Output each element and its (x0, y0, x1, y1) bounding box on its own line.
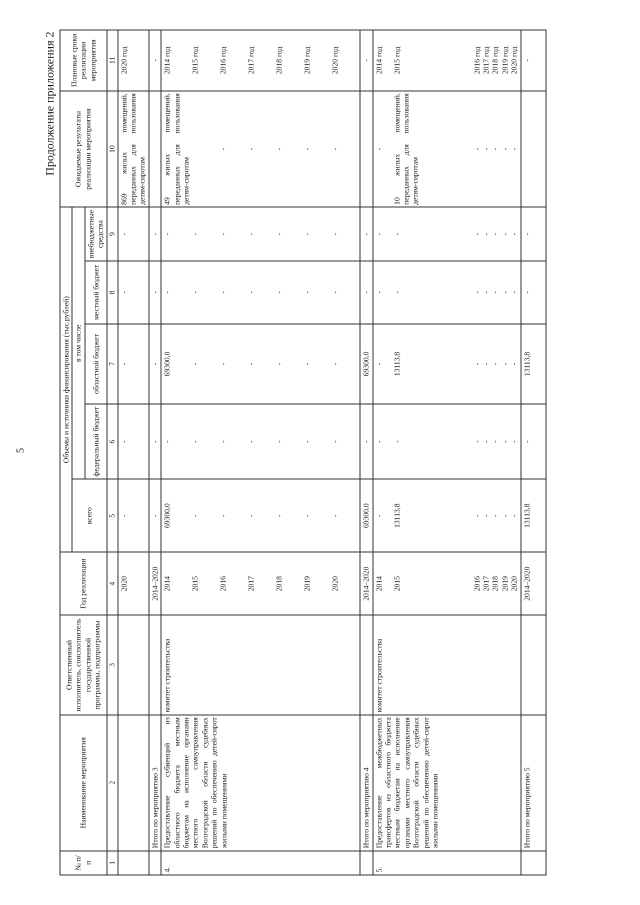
local-value: - (374, 291, 384, 294)
responsible-cell: комитет строительства (161, 615, 360, 715)
extra-cell: - (360, 207, 372, 260)
term-value: 2015 год (392, 46, 402, 75)
table-row (118, 30, 149, 875)
regional-cell (161, 324, 360, 404)
header-incl: в том числе (72, 207, 84, 479)
regional-cell: 13113,8 (521, 324, 546, 404)
local-value: - (500, 291, 510, 294)
extra-cell: - (521, 207, 546, 260)
local-cell (161, 261, 360, 324)
col-number: 10 (107, 91, 118, 208)
regional-cell: 69300,0 (360, 324, 372, 404)
continuation-title: Продолжение приложения 2 (42, 31, 57, 176)
year-value: 2015 (392, 576, 402, 592)
result-value: - (330, 147, 340, 151)
federal-cell (373, 404, 521, 479)
regional-cell (373, 324, 521, 404)
rotated-table-page (28, 28, 613, 878)
regional-value: 13113,8 (392, 351, 402, 377)
term-value: 2015 год (190, 46, 200, 75)
header-total: всего (72, 479, 106, 552)
regional-cell: - (149, 324, 161, 404)
total-value: - (302, 514, 312, 517)
regional-value: - (218, 362, 228, 366)
extra-cell (161, 207, 360, 260)
local-cell: - (521, 261, 546, 324)
extra-value: - (374, 232, 384, 236)
term-value: 2014 год (162, 46, 172, 75)
local-value: - (162, 291, 172, 294)
year-value: 2019 (500, 576, 510, 592)
federal-value: - (392, 440, 402, 443)
year-value: 2015 (190, 576, 200, 592)
result-value: - (218, 147, 228, 151)
federal-value: - (374, 440, 384, 443)
page-number: 5 (15, 448, 27, 453)
table-row (373, 30, 521, 875)
header-local: местный бюджет (85, 261, 107, 324)
term-cell (161, 30, 360, 91)
local-cell (373, 261, 521, 324)
extra-value: - (392, 232, 402, 236)
table-row (521, 30, 546, 875)
total-value: - (472, 514, 482, 517)
year-value: 2020 (509, 576, 519, 592)
header-terms: Плановые сроки реализации мероприятия (60, 30, 107, 91)
header-volumes: Объемы и источники финансирования (тыс.рублей) (60, 207, 72, 552)
local-value: - (302, 291, 312, 294)
result-cell (360, 91, 372, 208)
local-cell: - (118, 261, 149, 324)
extra-cell (373, 207, 521, 260)
local-value: - (490, 291, 500, 294)
regional-value: - (509, 362, 519, 366)
term-cell: - (521, 30, 546, 91)
federal-value: - (490, 440, 500, 443)
extra-value: - (274, 232, 284, 236)
result-value: - (246, 147, 256, 151)
federal-cell: - (521, 404, 546, 479)
total-row-label: Итого по мероприятию 3 (149, 715, 161, 851)
local-value: - (330, 291, 340, 294)
result-value: - (481, 147, 491, 151)
measure-name: Предоставление субвенций из областного бюджета местным бюджетам на исполнение органами местного самоуправления Волгоградской области судебных решений по обеспечению детей-сирот жилыми помещениями (161, 715, 360, 851)
year-cell: 2014–2020 (360, 552, 372, 615)
col-number: 2 (107, 715, 118, 851)
col-number: 5 (107, 479, 118, 552)
responsible-cell: комитет строительства (373, 615, 521, 715)
regional-value: - (481, 362, 491, 366)
result-value: 10 жилых помещений, переданных для пользования детям-сиротам (392, 93, 420, 205)
total-cell (373, 479, 521, 552)
col-number: 7 (107, 324, 118, 404)
federal-value: - (500, 440, 510, 443)
extra-value: - (472, 232, 482, 236)
extra-value: - (218, 232, 228, 236)
row-number: 4. (161, 851, 360, 875)
year-value: 2016 (472, 576, 482, 592)
year-cell: 2020 (118, 552, 149, 615)
header-name: Наименование мероприятия (60, 715, 107, 851)
col-number: 4 (107, 552, 118, 615)
federal-value: - (162, 440, 172, 443)
total-value: - (374, 514, 384, 517)
header-no: № п/п (60, 851, 107, 875)
result-value: - (490, 147, 500, 151)
col-number: 9 (107, 207, 118, 260)
local-value: - (472, 291, 482, 294)
regional-value: - (246, 362, 256, 366)
header-year: Год реализации (60, 552, 107, 615)
year-cell: 2014–2020 (521, 552, 546, 615)
col-number: 3 (107, 615, 118, 715)
regional-value: - (302, 362, 312, 366)
table-row (360, 30, 372, 875)
header-federal: федеральный бюджет (85, 404, 107, 479)
federal-cell (161, 404, 360, 479)
col-number: 1 (107, 851, 118, 875)
federal-cell: - (118, 404, 149, 479)
local-value: - (274, 291, 284, 294)
result-cell (373, 91, 521, 208)
federal-value: - (509, 440, 519, 443)
year-value: 2014 (162, 576, 172, 592)
year-value: 2020 (330, 576, 340, 592)
regional-value: - (490, 362, 500, 366)
extra-value: - (330, 232, 340, 236)
local-value: - (218, 291, 228, 294)
total-value: - (190, 514, 200, 517)
federal-value: - (190, 440, 200, 443)
result-value: - (472, 147, 482, 151)
total-cell: 13113,8 (521, 479, 546, 552)
year-value: 2014 (374, 576, 384, 592)
year-cell (161, 552, 360, 615)
regional-value: 69300,0 (162, 351, 172, 377)
regional-cell: - (118, 324, 149, 404)
year-value: 2018 (274, 576, 284, 592)
federal-value: - (274, 440, 284, 443)
col-number: 11 (107, 30, 118, 91)
term-value: 2020 год (330, 46, 340, 75)
total-value: - (218, 514, 228, 517)
local-value: - (246, 291, 256, 294)
total-value: 69300,0 (162, 503, 172, 529)
result-cell (521, 91, 546, 208)
local-cell: - (149, 261, 161, 324)
result-value: - (374, 147, 384, 151)
term-value: 2019 год (302, 46, 312, 75)
year-cell (373, 552, 521, 615)
federal-cell: - (149, 404, 161, 479)
federal-value: - (246, 440, 256, 443)
term-value: 2016 год (472, 46, 482, 75)
header-responsible: Ответственный исполнитель, соисполнитель государственной программы, подпрограммы (60, 615, 107, 715)
year-cell: 2014–2020 (149, 552, 161, 615)
total-value: - (490, 514, 500, 517)
col-number: 8 (107, 261, 118, 324)
term-value: 2017 год (481, 46, 491, 75)
total-row-label: Итого по мероприятию 5 (521, 715, 546, 851)
total-value: - (246, 514, 256, 517)
result-value: 49 жилых помещений, переданных для пользования детям-сиротам (162, 93, 191, 205)
total-value: - (330, 514, 340, 517)
total-value: 13113,8 (392, 503, 402, 528)
regional-value: - (274, 362, 284, 366)
total-cell: - (118, 479, 149, 552)
term-value: 2018 год (490, 46, 500, 75)
federal-value: - (218, 440, 228, 443)
result-value: - (500, 147, 510, 151)
term-cell: - (360, 30, 372, 91)
financing-table (60, 30, 547, 876)
extra-value: - (162, 232, 172, 236)
extra-value: - (490, 232, 500, 236)
regional-value: - (374, 362, 384, 366)
year-value: 2017 (481, 576, 491, 592)
result-value: - (274, 147, 284, 151)
total-cell (161, 479, 360, 552)
federal-cell: - (360, 404, 372, 479)
extra-cell: - (149, 207, 161, 260)
extra-value: - (481, 232, 491, 236)
header-regional: областной бюджет (85, 324, 107, 404)
term-cell (373, 30, 521, 91)
total-value: - (509, 514, 519, 517)
local-value: - (509, 291, 519, 294)
year-value: 2019 (302, 576, 312, 592)
measure-name: Предоставление межбюджетных трансфертов из областного бюджета местным бюджетам на исполнение органами местного самоуправления Волгоградской области судебных решений по обеспечению детей-сирот жилыми помещениями (373, 715, 521, 851)
regional-value: - (472, 362, 482, 366)
regional-value: - (500, 362, 510, 366)
result-cell (149, 91, 161, 208)
local-value: - (392, 291, 402, 294)
table-row (161, 30, 360, 875)
total-value: - (500, 514, 510, 517)
extra-value: - (190, 232, 200, 236)
term-value: 2014 год (374, 46, 384, 75)
extra-value: - (302, 232, 312, 236)
extra-value: - (509, 232, 519, 236)
local-cell: - (360, 261, 372, 324)
federal-value: - (472, 440, 482, 443)
federal-value: - (330, 440, 340, 443)
extra-value: - (246, 232, 256, 236)
col-number: 6 (107, 404, 118, 479)
total-value: - (274, 514, 284, 517)
total-cell: - (149, 479, 161, 552)
extra-cell: - (118, 207, 149, 260)
term-value: 2017 год (246, 46, 256, 75)
term-value: 2016 год (218, 46, 228, 75)
term-value: 2020 год (509, 46, 519, 75)
total-value: - (481, 514, 491, 517)
federal-value: - (302, 440, 312, 443)
federal-value: - (481, 440, 491, 443)
year-value: 2017 (246, 576, 256, 592)
result-value: - (509, 147, 519, 151)
extra-value: - (500, 232, 510, 236)
header-results: Ожидаемые результаты реализации мероприятия (60, 91, 107, 208)
term-cell: - (149, 30, 161, 91)
total-row-label: Итого по мероприятию 4 (360, 715, 372, 851)
regional-value: - (190, 362, 200, 366)
local-value: - (190, 291, 200, 294)
term-value: 2019 год (500, 46, 510, 75)
total-cell: 69300,0 (360, 479, 372, 552)
regional-value: - (330, 362, 340, 366)
result-cell (161, 91, 360, 208)
year-value: 2018 (490, 576, 500, 592)
term-cell: 2020 год (118, 30, 149, 91)
local-value: - (481, 291, 491, 294)
term-value: 2018 год (274, 46, 284, 75)
row-number: 5. (373, 851, 521, 875)
header-extra: внебюджетные средства (85, 207, 107, 260)
table-row (149, 30, 161, 875)
year-value: 2016 (218, 576, 228, 592)
result-value: - (302, 147, 312, 151)
result-cell: 869 жилых помещений, переданных для пользования детям-сиротам (118, 91, 149, 208)
